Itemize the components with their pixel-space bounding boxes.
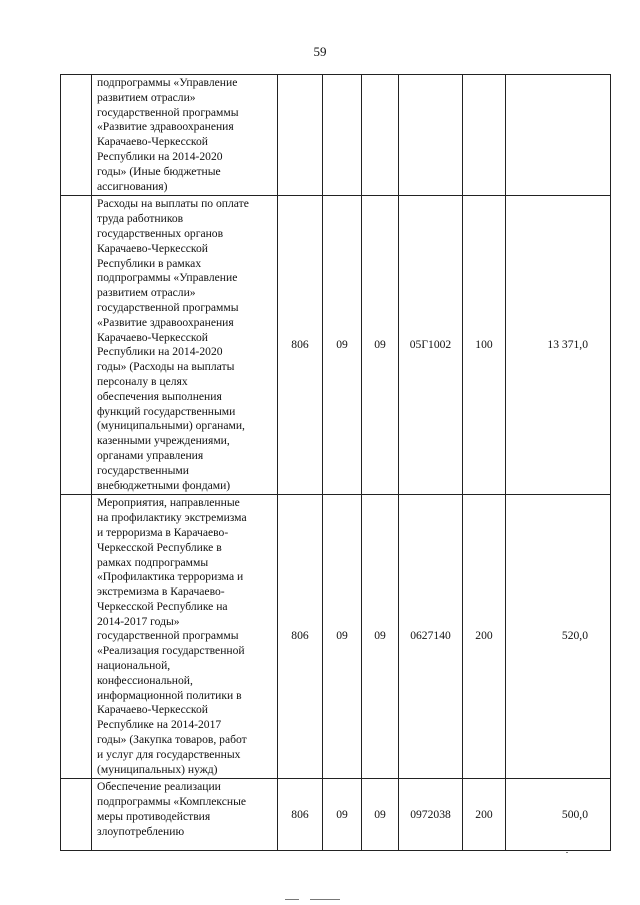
subsection-code-cell: 09 xyxy=(362,495,399,779)
budget-table xyxy=(60,74,611,851)
row-number-cell xyxy=(61,196,92,495)
expense-name-line: государственными xyxy=(97,463,189,477)
expense-name-line: (муниципальными) органами, xyxy=(97,419,245,433)
expense-name-line: «Развитие здравоохранения xyxy=(97,120,234,134)
row-number-cell xyxy=(61,75,92,196)
expense-name-line: меры противодействия xyxy=(97,810,211,824)
expense-name-line: развитием отрасли» xyxy=(97,286,196,300)
expense-name-line: «Реализация государственной xyxy=(97,644,245,658)
expense-name-line: конфессиональной, xyxy=(97,673,193,687)
expense-name-line: государственных органов xyxy=(97,226,224,240)
table-row xyxy=(61,196,611,495)
expense-name-line: «Профилактика терроризма и xyxy=(97,570,244,584)
expense-name-line: Республики на 2014-2020 xyxy=(97,345,223,359)
expense-type-cell: 200 xyxy=(463,495,506,779)
expense-name-line: Расходы на выплаты по оплате xyxy=(97,197,249,211)
amount-cell xyxy=(506,75,611,196)
section-code-cell: 09 xyxy=(323,196,362,495)
expense-name-line: подпрограммы «Комплексные xyxy=(97,795,247,809)
expense-name-line: (муниципальных) нужд) xyxy=(97,762,218,776)
expense-name-line: рамках подпрограммы xyxy=(97,555,209,569)
amount-cell: 13 371,0 xyxy=(506,196,611,495)
ministry-code-cell: 806 xyxy=(278,779,323,851)
expense-name-line: годы» (Расходы на выплаты xyxy=(97,360,235,374)
expense-name-line: Черкесской Республике на xyxy=(97,599,228,613)
target-article-cell: 0972038 xyxy=(399,779,463,851)
expense-name-line: на профилактику экстремизма xyxy=(97,511,247,525)
target-article-cell xyxy=(399,75,463,196)
expense-name-line: экстремизма в Карачаево- xyxy=(97,585,225,599)
table-row xyxy=(61,779,611,851)
expense-name-line: государственной программы xyxy=(97,105,239,119)
expense-name-line: государственной программы xyxy=(97,300,239,314)
target-article-cell: 05Г1002 xyxy=(399,196,463,495)
expense-name-line: Республики в рамках xyxy=(97,256,202,270)
table-row xyxy=(61,75,611,196)
subsection-code-cell: 09 xyxy=(362,779,399,851)
expense-name-line: государственной программы xyxy=(97,629,239,643)
amount-cell: 520,0 xyxy=(506,495,611,779)
table-row xyxy=(61,495,611,779)
target-article-cell: 0627140 xyxy=(399,495,463,779)
expense-name-line: Карачаево-Черкесской xyxy=(97,703,208,717)
expense-type-cell xyxy=(463,75,506,196)
scan-speck xyxy=(566,852,568,853)
subsection-code-cell: 09 xyxy=(362,196,399,495)
expense-name-line: Карачаево-Черкесской xyxy=(97,330,208,344)
expense-name-line: функций государственными xyxy=(97,404,236,418)
expense-name-line: подпрограммы «Управление xyxy=(97,76,238,89)
expense-name-line: органами управления xyxy=(97,448,204,462)
expense-type-cell: 200 xyxy=(463,779,506,851)
expense-name-line: злоупотреблению xyxy=(97,824,185,838)
expense-name-line: казенными учреждениями, xyxy=(97,434,230,448)
section-code-cell: 09 xyxy=(323,779,362,851)
scan-speck xyxy=(310,899,340,900)
expense-name-line: труда работников xyxy=(97,212,184,226)
ministry-code-cell xyxy=(278,75,323,196)
expense-name-line: Республики на 2014-2020 xyxy=(97,149,223,163)
expense-name-line: информационной политики в xyxy=(97,688,242,702)
expense-name-line: обеспечения выполнения xyxy=(97,389,222,403)
expense-name-line: 2014-2017 годы» xyxy=(97,614,180,628)
expense-name-line: Мероприятия, направленные xyxy=(97,496,240,510)
ministry-code-cell: 806 xyxy=(278,495,323,779)
expense-name-line: развитием отрасли» xyxy=(97,90,196,104)
scan-speck xyxy=(285,899,299,900)
section-code-cell xyxy=(323,75,362,196)
expense-name-line: годы» (Иные бюджетные xyxy=(97,164,221,178)
expense-name-cell xyxy=(92,495,278,779)
expense-name-line: Карачаево-Черкесской xyxy=(97,241,208,255)
budget-table-body xyxy=(61,75,611,851)
expense-name-line: Карачаево-Черкесской xyxy=(97,135,208,149)
expense-name-line: Обеспечение реализации xyxy=(97,780,221,794)
amount-cell: 500,0 xyxy=(506,779,611,851)
row-number-cell xyxy=(61,495,92,779)
section-code-cell: 09 xyxy=(323,495,362,779)
ministry-code-cell: 806 xyxy=(278,196,323,495)
expense-name-line: национальной, xyxy=(97,659,171,673)
expense-name-line: Республике на 2014-2017 xyxy=(97,718,222,732)
expense-name-line: «Развитие здравоохранения xyxy=(97,315,234,329)
expense-name-line: Черкесской Республике в xyxy=(97,540,222,554)
expense-name-cell xyxy=(92,779,278,851)
expense-name-cell xyxy=(92,75,278,196)
page-number: 59 xyxy=(313,44,327,59)
expense-name-cell xyxy=(92,196,278,495)
expense-name-line: внебюджетными фондами) xyxy=(97,478,231,492)
row-number-cell xyxy=(61,779,92,851)
expense-name-line: ассигнования) xyxy=(97,179,168,193)
expense-name-line: персоналу в целях xyxy=(97,374,188,388)
expense-name-line: годы» (Закупка товаров, работ xyxy=(97,733,247,747)
expense-name-line: и услуг для государственных xyxy=(97,747,241,761)
expense-name-line: и терроризма в Карачаево- xyxy=(97,525,229,539)
subsection-code-cell xyxy=(362,75,399,196)
expense-type-cell: 100 xyxy=(463,196,506,495)
expense-name-line: подпрограммы «Управление xyxy=(97,271,238,285)
